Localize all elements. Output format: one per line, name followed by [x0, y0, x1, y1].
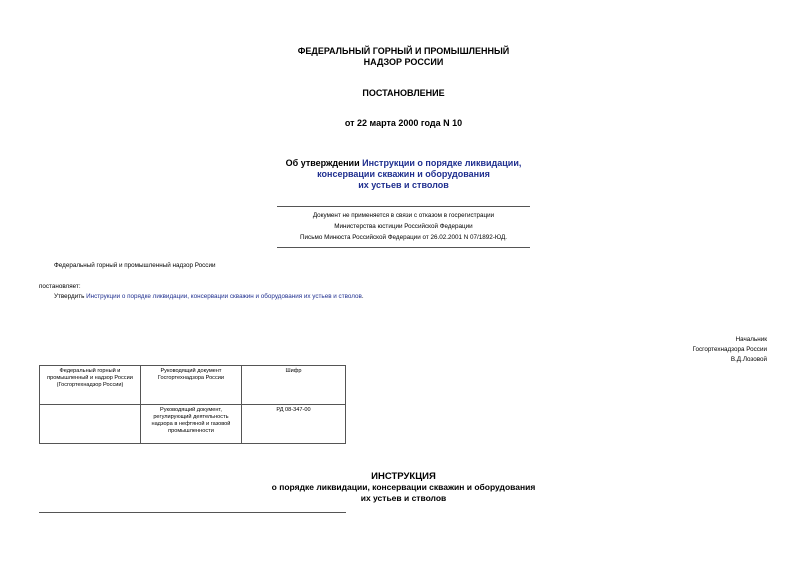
instruction-title-line-2: о порядке ликвидации, консервации скважин и оборудования	[271, 482, 536, 492]
document-meta-table	[39, 365, 346, 444]
signature-name: В.Д.Лозовой	[730, 356, 767, 363]
instruction-title	[200, 471, 607, 504]
meta-cell-empty	[40, 405, 141, 444]
approve-paragraph	[54, 293, 364, 300]
document-subject	[260, 158, 547, 191]
subject-link-line-1[interactable]: Инструкции о порядке ликвидации,	[362, 158, 522, 168]
instruction-title-line-3: их устьев и стволов	[360, 493, 447, 503]
issuer-text: Федеральный горный и промышленный надзор России	[54, 262, 216, 269]
meta-cell-doc-description: Руководящий документ, регулирующий деятельность надзора в нефтяной и газовой промышленности	[140, 405, 241, 444]
signature-block	[567, 335, 767, 365]
meta-cell-authority: Федеральный горный и промышленный и надзор России (Госгортехнадзор России)	[40, 366, 141, 405]
approve-prefix: Утвердить	[54, 293, 87, 300]
notice-bottom-rule	[277, 247, 530, 248]
instruction-title-line-1: ИНСТРУКЦИЯ	[371, 471, 436, 482]
table-row	[40, 366, 346, 405]
meta-cell-code-value: РД 08-347-00	[241, 405, 345, 444]
approve-suffix: .	[361, 293, 364, 300]
notice-block	[270, 210, 537, 243]
meta-cell-code-label: Шифр	[241, 366, 345, 405]
notice-line-3: Письмо Минюста Российской Федерации от 26.02.2001 N 07/1892-ЮД.	[300, 234, 507, 241]
table-row	[40, 405, 346, 444]
notice-line-1: Документ не применяется в связи с отказом в госрегистрации	[312, 212, 495, 219]
document-type: ПОСТАНОВЛЕНИЕ	[362, 88, 445, 98]
footer-rule	[39, 512, 346, 513]
meta-cell-doc-kind: Руководящий документ Госгортехнадзора России	[140, 366, 241, 405]
notice-top-rule	[277, 206, 530, 207]
subject-prefix: Об утверждении	[285, 158, 363, 168]
resolves-text: постановляет:	[39, 283, 81, 290]
approve-instruction-link[interactable]: Инструкции о порядке ликвидации, консервации скважин и оборудования их устьев и стволов	[86, 293, 362, 300]
signature-organization: Госгортехнадзора России	[692, 346, 767, 353]
authority-line-1: ФЕДЕРАЛЬНЫЙ ГОРНЫЙ И ПРОМЫШЛЕННЫЙ	[297, 46, 510, 56]
signature-position: Начальник	[735, 336, 767, 343]
notice-line-2: Министерства юстиции Российской Федерации	[334, 223, 473, 230]
document-date: от 22 марта 2000 года N 10	[344, 118, 463, 128]
subject-link-line-2[interactable]: консервации скважин и оборудования	[317, 169, 490, 179]
authority-line-2: НАДЗОР РОССИИ	[363, 57, 444, 67]
subject-link-line-3[interactable]: их устьев и стволов	[358, 180, 449, 190]
issuing-authority	[250, 46, 557, 68]
